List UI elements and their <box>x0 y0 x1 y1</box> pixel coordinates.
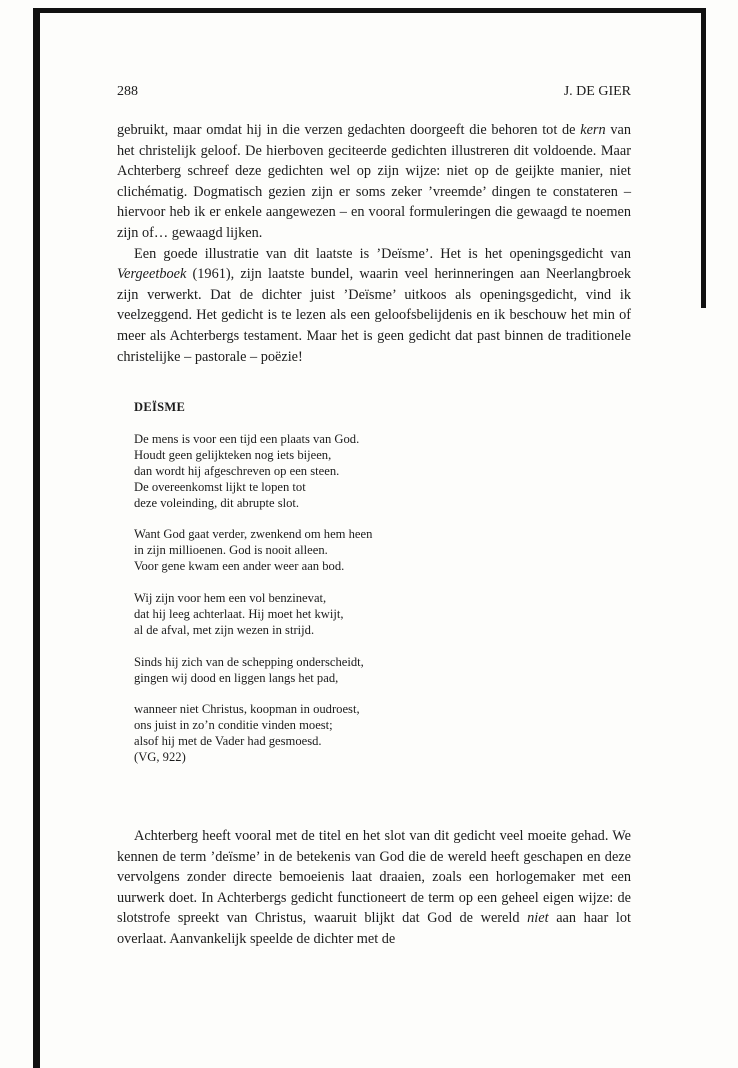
poem-line: gingen wij dood en liggen langs het pad, <box>134 670 339 685</box>
emphasis-niet: niet <box>527 910 549 927</box>
scan-border-right <box>701 8 706 308</box>
poem-line: ons juist in zo’n conditie vinden moest; <box>134 718 333 733</box>
poem-line: Want God gaat verder, zwenkend om hem heen <box>134 527 373 542</box>
poem-line: al de afval, met zijn wezen in strijd. <box>134 622 315 637</box>
poem-line: Houdt geen gelijkteken nog iets bijeen, <box>134 447 332 462</box>
poem-citation: (VG, 922) <box>134 750 186 765</box>
scan-border-top <box>40 8 704 13</box>
paragraph-2: Een goede illustratie van dit laatste is ’Deïsme’. Het is het openingsgedicht van Vergeetboek (1961), zijn laatste bundel, waarin veel herinneringen aan Neerlangbroek zijn verwerkt. Dat de dichter juist ’Deïsme’ uitkoos als openingsgedicht, vind ik veelzeggend. Het gedicht is te lezen als een geloofsbelijdenis en ik beschouw het min of meer als Achterbergs testament. Maar het is geen gedicht dat past binnen de traditionele christelijke – pastorale – poëzie! <box>117 245 631 365</box>
emphasis-kern: kern <box>580 122 606 138</box>
poem-line: wanneer niet Christus, koopman in oudroest, <box>134 702 360 717</box>
poem-stanza-4 <box>134 655 554 687</box>
poem-line: in zijn millioenen. God is nooit alleen. <box>134 543 328 558</box>
paragraph-1: gebruikt, maar omdat hij in die verzen gedachten doorgeeft die behoren tot de kern van het christelijk geloof. De hierboven geciteerde gedichten illustreren dit voldoende. Maar Achterberg schreef deze gedichten wel op zijn wijze: niet op de geijkte manier, niet clichématig. Dogmatisch gezien zijn er soms zeker ’vreemde’ dingen te constateren – hiervoor heb ik er enkele aangewezen – en vooral formuleringen die gewaagd te noemen zijn of… gewaagd lijken. <box>117 122 632 241</box>
body-text-bottom <box>117 826 631 950</box>
page-number: 288 <box>117 84 138 99</box>
poem-line: deze voleinding, dit abrupte slot. <box>134 495 300 510</box>
poem-line: Voor gene kwam een ander weer aan bod. <box>134 559 345 574</box>
poem-stanza-1 <box>134 432 554 512</box>
running-head-author: J. DE GIER <box>563 84 631 99</box>
poem-line: dan wordt hij afgeschreven op een steen. <box>134 463 340 478</box>
emphasis-vergeetboek: Vergeetboek <box>117 266 187 283</box>
poem-stanza-5 <box>134 702 554 766</box>
poem-stanza-3 <box>134 591 554 639</box>
poem-line: dat hij leeg achterlaat. Hij moet het kwijt, <box>134 606 344 621</box>
poem-line: De overeenkomst lijkt te lopen tot <box>134 479 306 494</box>
paragraph-3: Achterberg heeft vooral met de titel en het slot van dit gedicht veel moeite gehad. We kennen de term ’deïsme’ in de betekenis van God die de wereld heeft geschapen en deze vervolgens zonder directe bemoeienis laat draaien, zoals een horlogemaker met een uurwerk doet. In Achterbergs gedicht functioneert de term op een geheel eigen wijze: de slotstrofe spreekt van Christus, waaruit blijkt dat God de wereld niet aan haar lot overlaat. Aanvankelijk speelde de dichter met de <box>117 828 631 947</box>
poem-stanza-2 <box>134 527 554 575</box>
body-text-top <box>117 120 631 367</box>
poem-line: De mens is voor een tijd een plaats van God. <box>134 432 360 446</box>
poem-line: Wij zijn voor hem een vol benzinevat, <box>134 591 327 606</box>
poem-line: Sinds hij zich van de schepping onderscheidt, <box>134 654 364 669</box>
poem-line: alsof hij met de Vader had gesmoesd. <box>134 734 322 749</box>
running-header <box>117 84 631 104</box>
scan-border-left <box>33 8 40 1068</box>
poem-title: DEÏSME <box>134 400 186 414</box>
poem <box>134 432 554 766</box>
